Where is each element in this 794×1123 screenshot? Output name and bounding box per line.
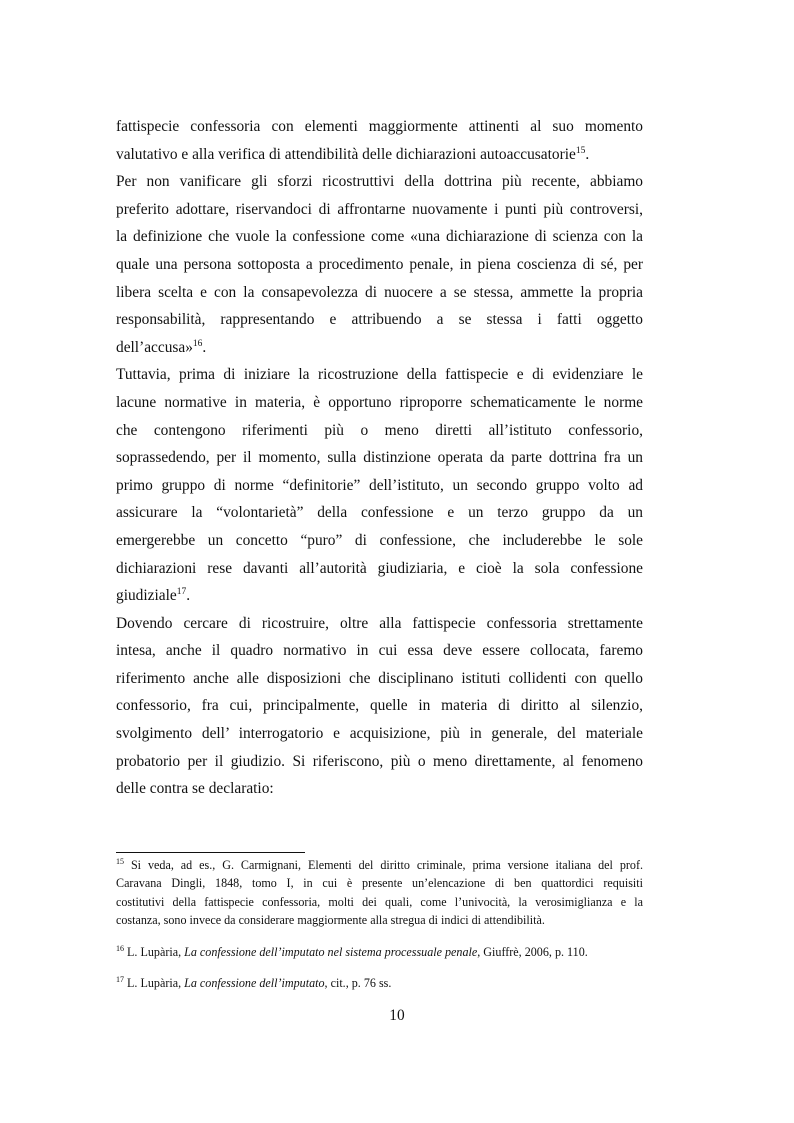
punctuation: . [202,338,207,356]
footnote-15-number: 15 [116,856,124,866]
footnote-ref: 16 [192,338,203,349]
footnote-16-author: L. Lupària, [127,945,182,959]
body-line-text: emergerebbe un concetto “puro” di confessione, che includerebbe le sole [116,531,643,549]
footnote-15-line [116,874,643,892]
footnote-17-title: La confessione dell’imputato [184,976,325,990]
body-line [116,251,643,279]
footnote-ref: 17 [176,586,187,597]
body-line-text: fattispecie confessoria con elementi maggiormente attinenti al suo momento [116,118,643,135]
body-line-text: soprassedendo, per il momento, sulla distinzione operata da parte dottrina fra un [116,449,643,467]
body-line [116,582,643,610]
punctuation: . [585,145,590,163]
footnote-15-text: Si veda, ad es., G. Carmignani, Elementi del diritto criminale, prima versione italiana del prof. [130,858,643,872]
body-line-text: Tuttavia, prima di iniziare la ricostruzione della fattispecie e di evidenziare le [116,366,643,384]
body-line-text: intesa, anche il quadro normativo in cui essa deve essere collocata, faremo [116,642,643,660]
footnote-16-title: La confessione dell’imputato nel sistema processuale penale [184,945,478,959]
body-line-text: delle contra se declaratio: [116,780,274,798]
body-line [116,720,643,748]
footnote-15 [116,856,643,930]
footnote-17-author: L. Lupària, [127,976,182,990]
footnote-15-line [116,856,643,874]
body-line [116,637,643,665]
body-line [116,610,643,638]
body-line [116,389,643,417]
body-line-text: preferito adottare, riservandoci di affrontarne nuovamente i punti più controversi, [116,200,643,218]
footnote-17-number: 17 [116,974,124,984]
body-text [116,113,643,803]
footnote-separator [116,852,305,853]
page-number: 10 [389,1007,405,1024]
body-line-text: Per non vanificare gli sforzi ricostruttivi della dottrina più recente, abbiamo [116,173,643,191]
footnote-17 [116,974,643,992]
body-line-text: assicurare la “volontarietà” della confessione e un terzo gruppo da un [116,504,643,522]
footnote-17-rest: , cit., p. 76 ss. [324,976,392,990]
body-line-text: libera scelta e con la consapevolezza di nuocere a se stessa, ammette la propria [116,283,643,301]
body-line [116,748,643,776]
body-line [116,527,643,555]
body-line-text: valutativo e alla verifica di attendibilità delle dichiarazioni autoaccusatorie [116,145,576,163]
body-line [116,223,643,251]
body-line [116,665,643,693]
body-line [116,775,643,803]
body-line-text: che contengono riferimenti più o meno diretti all’istituto confessorio, [116,421,643,439]
body-line-text: probatorio per il giudizio. Si riferiscono, più o meno direttamente, al fenomeno [116,752,643,770]
footnote-15-text: Caravana Dingli, 1848, tomo I, in cui è presente un’elencazione di ben quattordici requisiti [116,876,643,891]
body-line [116,279,643,307]
footnote-15-line [116,911,643,929]
footnote-15-text: costanza, sono invece da considerare maggiormente alla stregua di indici di attendibilità. [116,913,545,928]
body-line [116,692,643,720]
footnote-16 [116,943,643,961]
body-line [116,141,643,169]
footnote-15-text: costitutivi della fattispecie confessoria, molti dei quali, come l’univocità, la verosimiglianza e la [116,894,643,909]
body-line [116,444,643,472]
body-line [116,417,643,445]
body-line [116,555,643,583]
body-line [116,472,643,500]
body-line-text: responsabilità, rappresentando e attribuendo a se stessa i fatti oggetto [116,311,643,329]
body-line [116,361,643,389]
body-line-text: dell’accusa» [116,338,193,356]
body-line-text: Dovendo cercare di ricostruire, oltre alla fattispecie confessoria strettamente [116,614,643,632]
body-line [116,168,643,196]
body-line-text: riferimento anche alle disposizioni che disciplinano istituti collidenti con quello [116,669,643,687]
body-line [116,499,643,527]
body-line-text: confessorio, fra cui, principalmente, quelle in materia di diritto al silenzio, [116,697,643,715]
body-line-text: dichiarazioni rese davanti all’autorità giudiziaria, e cioè la sola confessione [116,559,643,577]
punctuation: . [186,587,191,605]
body-line [116,196,643,224]
footnote-16-number: 16 [116,943,124,953]
footnote-ref: 15 [575,145,586,156]
body-line-text: la definizione che vuole la confessione come «una dichiarazione di scienza con la [116,228,643,246]
footnote-16-rest: , Giuffrè, 2006, p. 110. [477,945,588,959]
body-line-text: svolgimento dell’ interrogatorio e acquisizione, più in generale, del materiale [116,725,643,743]
body-line-text: giudiziale [116,587,177,605]
footnote-15-line [116,893,643,911]
body-line [116,334,643,362]
body-line-text: primo gruppo di norme “definitorie” dell’istituto, un secondo gruppo volto ad [116,476,643,494]
body-line [116,113,643,141]
body-line-text: quale una persona sottoposta a procedimento penale, in piena coscienza di sé, per [116,255,643,273]
body-line-text: lacune normative in materia, è opportuno riproporre schematicamente le norme [116,393,643,411]
body-line [116,306,643,334]
